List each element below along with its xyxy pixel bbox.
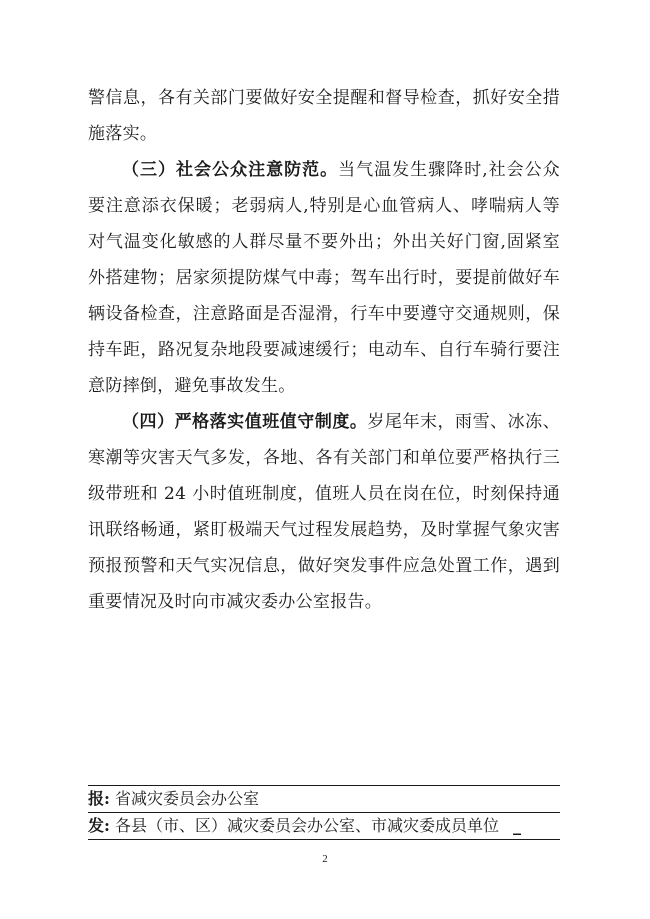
footer-bottom-rule <box>88 839 560 840</box>
page-number: 2 <box>322 853 328 865</box>
report-value: 省减灾委员会办公室 <box>115 789 260 808</box>
send-mark: _ <box>513 816 522 835</box>
section-heading-3: （三）社会公众注意防范。 <box>122 160 339 180</box>
paragraph-text: 岁尾年末，雨雪、冰冻、寒潮等灾害天气多发，各地、各有关部门和单位要严格执行三级带班和 24 小时值班制度，值班人员在岗在位，时刻保持通讯联络畅通，紧盯极端天气过程发展趋势，及时掌握气象灾害预报预警和天气实况信息，做好突发事件应急处置工作，遇到重要情况及时向市减灾委办公室报告。 <box>88 412 560 612</box>
paragraph-duty-system <box>88 404 560 620</box>
section-heading-4: （四）严格落实值班值守制度。 <box>122 412 368 432</box>
paragraph-public-precautions <box>88 152 560 404</box>
distribution-footer <box>88 785 560 840</box>
paragraph-continuation <box>88 80 560 152</box>
document-body <box>88 80 560 620</box>
paragraph-text: 警信息，各有关部门要做好安全提醒和督导检查，抓好安全措施落实。 <box>88 88 560 144</box>
report-label: 报: <box>88 789 110 808</box>
paragraph-text: 当气温发生骤降时,社会公众要注意添衣保暖；老弱病人,特别是心血管病人、哮喘病人等对气温变化敏感的人群尽量不要外出；外出关好门窗,固紧室外搭建物；居家须提防煤气中毒；驾车出行时，要提前做好车辆设备检查，注意路面是否湿滑，行车中要遵守交通规则，保持车距，路况复杂地段要减速缓行；电动车、自行车骑行要注意防摔倒，避免事故发生。 <box>88 160 560 396</box>
send-label: 发: <box>88 816 110 835</box>
report-to-line <box>88 786 560 812</box>
send-to-line <box>88 813 560 839</box>
send-value: 各县（市、区）减灾委员会办公室、市减灾委成员单位 <box>115 816 500 835</box>
